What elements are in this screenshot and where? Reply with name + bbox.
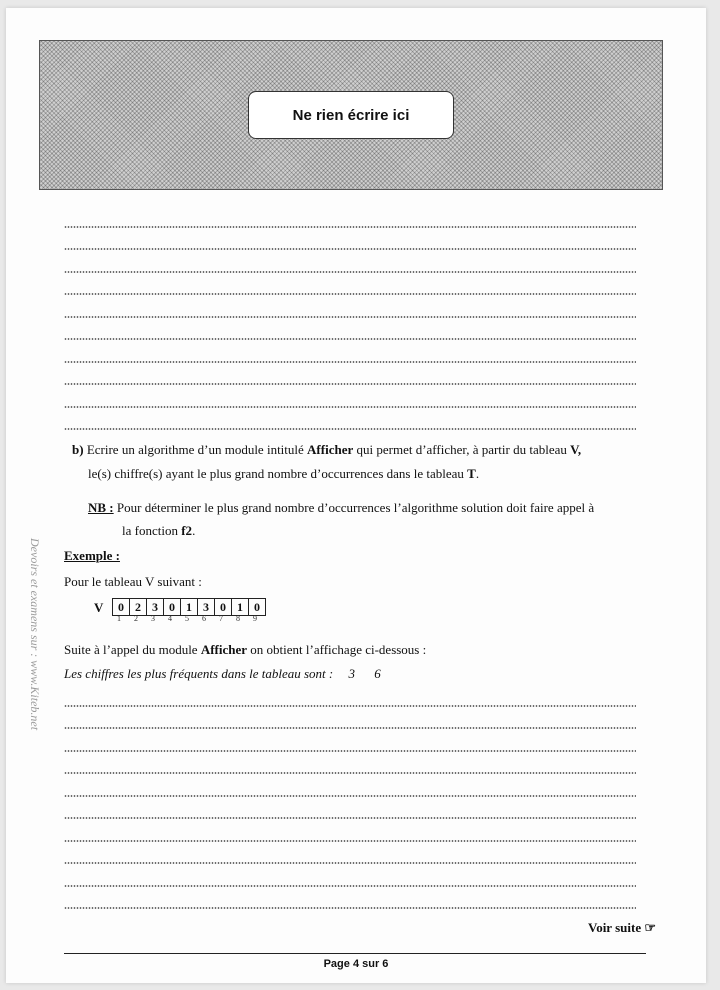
dotted-line — [64, 295, 636, 318]
answer-lines-bottom — [64, 684, 636, 909]
dotted-line — [64, 340, 636, 363]
page-label: Page — [323, 958, 353, 970]
table-cell: 0 — [113, 599, 130, 616]
question-b-line2 — [88, 464, 479, 484]
dotted-line — [64, 273, 636, 296]
question-b-text: qui permet d’afficher, à partir du tableau — [353, 442, 571, 457]
table-v-ref: V, — [570, 442, 582, 457]
watermark: Devoirs et examens sur : www.Kiteb.net — [28, 538, 42, 731]
dotted-line — [64, 752, 636, 775]
table-cell: 3 — [147, 599, 164, 616]
module-name: Afficher — [307, 442, 354, 457]
question-b-line1 — [72, 440, 581, 460]
continue-label: Voir suite ☞ — [588, 920, 656, 935]
nb-label: NB : — [88, 500, 114, 515]
table-cell: 2 — [130, 599, 147, 616]
dotted-line — [64, 385, 636, 408]
after-call-text — [64, 640, 426, 660]
example-intro: Pour le tableau V suivant : — [64, 574, 202, 589]
example-output — [64, 664, 381, 684]
after-call-text-part: Suite à l’appel du module — [64, 642, 201, 657]
do-not-write-label: Ne rien écrire ici — [248, 91, 454, 139]
dotted-line — [64, 729, 636, 752]
table-cell: 1 — [181, 599, 198, 616]
answer-lines-top — [64, 205, 636, 430]
output-value: 3 — [348, 666, 355, 681]
table-index: 1 — [117, 614, 121, 623]
table-index: 6 — [202, 614, 206, 623]
nb-text: . — [192, 523, 196, 538]
dotted-line — [64, 250, 636, 273]
question-b-marker: b) — [72, 442, 84, 457]
dotted-line — [64, 887, 636, 910]
table-index: 4 — [168, 614, 172, 623]
table-cell: 0 — [164, 599, 181, 616]
dotted-line — [64, 774, 636, 797]
dotted-line — [64, 205, 636, 228]
nb-line2 — [122, 521, 195, 541]
dotted-line — [64, 228, 636, 251]
page-total: 6 — [382, 958, 389, 970]
nb-line1 — [88, 498, 594, 518]
table-v-name: V — [94, 600, 104, 615]
function-name: f2 — [181, 523, 193, 538]
table-index: 9 — [253, 614, 257, 623]
do-not-write-zone — [39, 40, 663, 190]
page-label: sur — [359, 958, 383, 970]
page-number — [6, 958, 706, 970]
table-index: 3 — [151, 614, 155, 623]
table-index: 7 — [219, 614, 223, 623]
dotted-line — [64, 842, 636, 865]
table-index: 8 — [236, 614, 240, 623]
dotted-line — [64, 864, 636, 887]
table-cell: 1 — [232, 599, 249, 616]
dotted-line — [64, 707, 636, 730]
dotted-line — [64, 819, 636, 842]
table-t-ref: T — [467, 466, 476, 481]
after-call-text-part: on obtient l’affichage ci-dessous : — [247, 642, 427, 657]
footer-rule — [64, 953, 646, 954]
page-current: 4 — [352, 958, 360, 970]
dotted-line — [64, 408, 636, 431]
table-cell: 3 — [198, 599, 215, 616]
output-value: 6 — [374, 666, 381, 681]
module-name: Afficher — [200, 642, 248, 657]
question-b-text: Ecrire un algorithme d’un module intitulé — [86, 442, 308, 457]
nb-text: la fonction — [122, 523, 182, 538]
table-index: 2 — [134, 614, 138, 623]
nb-text: Pour déterminer le plus grand nombre d’occurrences l’algorithme solution doit faire appel à — [116, 500, 595, 515]
dotted-line — [64, 318, 636, 341]
exam-page — [6, 8, 706, 983]
question-b-text: le(s) chiffre(s) ayant le plus grand nombre d’occurrences dans le tableau — [88, 466, 468, 481]
dotted-line — [64, 797, 636, 820]
table-index: 5 — [185, 614, 189, 623]
dotted-line — [64, 684, 636, 707]
dotted-line — [64, 363, 636, 386]
output-text: Les chiffres les plus fréquents dans le tableau sont : — [64, 666, 334, 681]
example-title: Exemple : — [64, 548, 120, 563]
table-cell: 0 — [215, 599, 232, 616]
question-b-text: . — [475, 466, 480, 481]
table-cell: 0 — [249, 599, 266, 616]
